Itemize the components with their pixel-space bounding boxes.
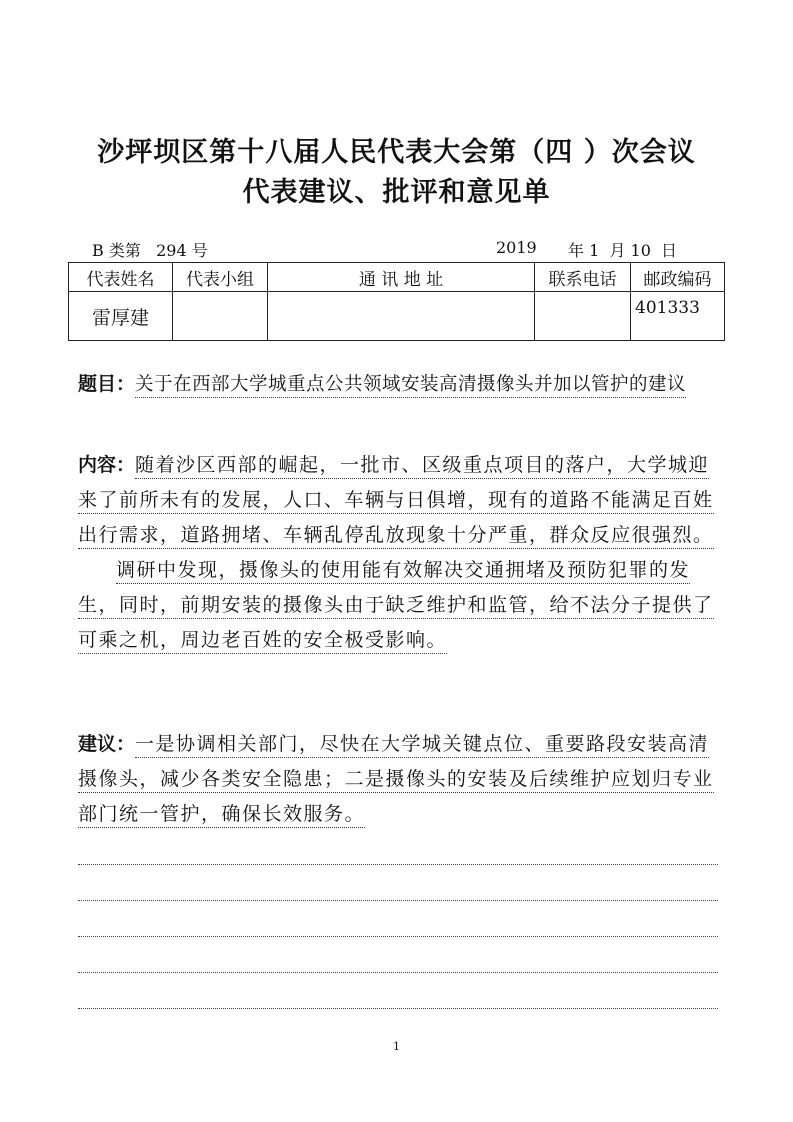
content-section (78, 448, 718, 658)
topic-label: 题目： (78, 373, 136, 395)
document-subtitle: 代表建议、批评和意见单 (242, 177, 551, 208)
document-title: 沙坪坝区第十八届人民代表大会第（四 ）次会议 (97, 137, 696, 168)
table-row (69, 292, 725, 341)
topic-section (78, 367, 718, 402)
blank-line (78, 900, 718, 901)
category-number: B 类第 294 号 (92, 241, 208, 260)
header-phone: 联系电话 (535, 263, 631, 292)
cell-postcode: 401333 (631, 292, 725, 341)
year: 2019 (496, 238, 537, 257)
table-header-row (69, 263, 725, 292)
suggestion-label: 建议： (78, 733, 136, 755)
cell-phone (535, 292, 631, 341)
header-group: 代表小组 (173, 263, 268, 292)
representative-info-table (68, 262, 725, 341)
cell-address (268, 292, 535, 341)
topic-text: 关于在西部大学城重点公共领域安装高清摄像头并加以管护的建议 (135, 374, 686, 398)
cell-name: 雷厚建 (69, 292, 173, 341)
cell-group (173, 292, 268, 341)
suggestion-text: 一是协调相关部门，尽快在大学城关键点位、重要路段安装高清摄像头，减少各类安全隐患；二是摄像头的安装及后续维护应划归专业部门统一管护，确保长效服务。 (78, 733, 714, 828)
blank-line (78, 864, 718, 865)
header-name: 代表姓名 (69, 263, 173, 292)
header-postcode: 邮政编码 (631, 263, 725, 292)
blank-line (78, 1008, 718, 1009)
content-paragraph-2: 调研中发现，摄像头的使用能有效解决交通拥堵及预防犯罪的发生，同时，前期安装的摄像头由于缺乏维护和监管，给不法分子提供了可乘之机，周边老百姓的安全极受影响。 (78, 553, 718, 658)
suggestion-section (78, 727, 718, 832)
content-label: 内容： (78, 454, 136, 476)
blank-line (78, 936, 718, 937)
page-number: 1 (393, 1040, 400, 1053)
header-address: 通 讯 地 址 (268, 263, 535, 292)
content-paragraph-1: 内容：随着沙区西部的崛起，一批市、区级重点项目的落户，大学城迎来了前所未有的发展，人口、车辆与日俱增，现有的道路不能满足百姓出行需求，道路拥堵、车辆乱停乱放现象十分严重，群众反应很强烈。 (78, 448, 718, 553)
month-day: 年 1 月 10 日 (568, 241, 678, 260)
blank-line (78, 972, 718, 973)
